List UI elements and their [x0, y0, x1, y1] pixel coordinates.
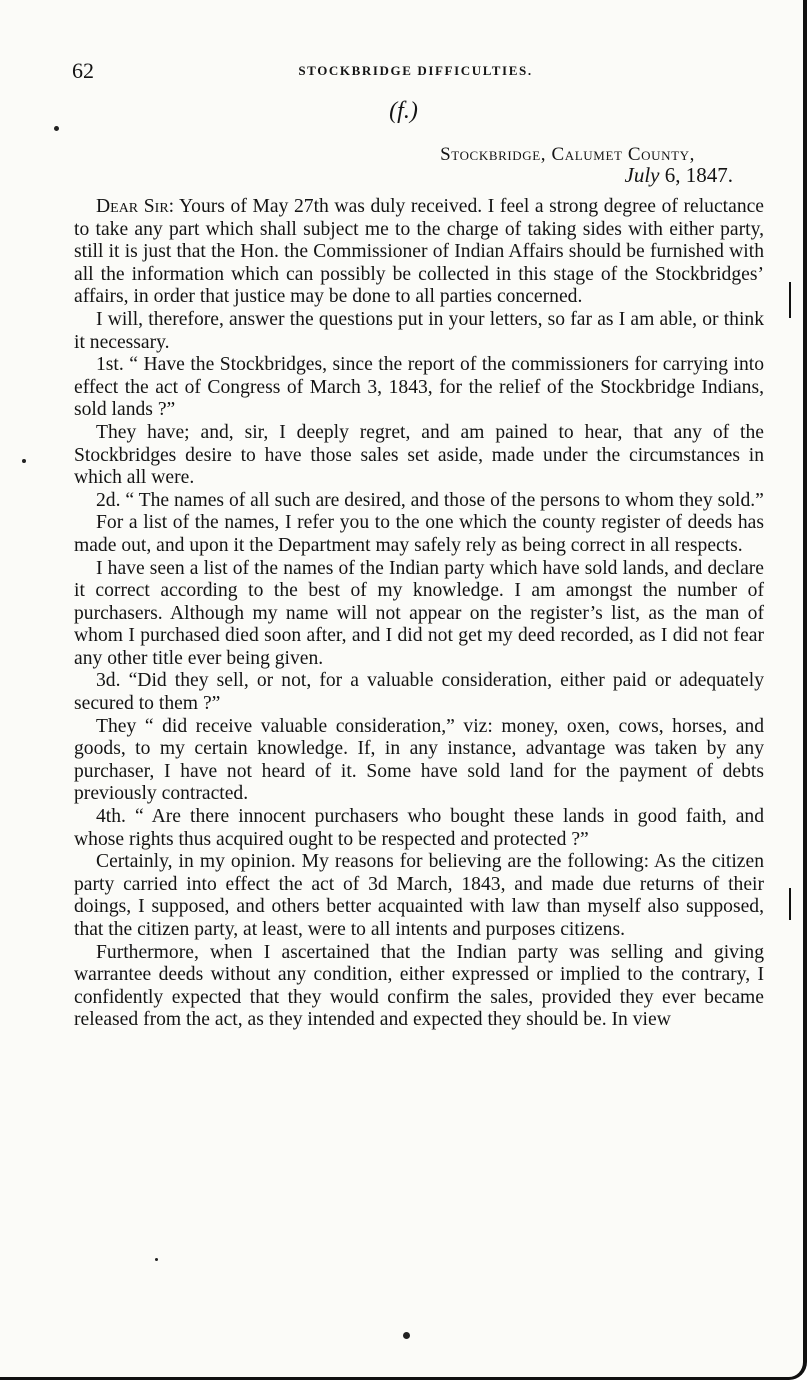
paragraph-opening [74, 196, 764, 309]
page-number: 62 [72, 58, 94, 83]
paragraph: For a list of the names, I refer you to the one which the county register of deeds has made out, and upon it the Department may safely rely as being correct in all respects. [74, 512, 764, 556]
ink-speck [54, 126, 59, 131]
dateline-day-year: 6, 1847. [659, 163, 733, 187]
ink-speck [403, 1332, 410, 1339]
dateline-month: July [624, 163, 660, 187]
question-paragraph: 1st. “ Have the Stockbridges, since the report of the commissioners for carrying into effect the act of Congress of March 3, 1843, for the relief of the Stockbridge Indians, sold lands ?” [74, 354, 764, 421]
section-mark-text: (f.) [389, 98, 418, 124]
question-paragraph: 2d. “ The names of all such are desired, and those of the persons to whom they sold.” [96, 489, 764, 511]
paragraph: Furthermore, when I ascertained that the Indian party was selling and giving warrantee deeds without any condition, either expressed or implied to the contrary, I confidently expected that they would confirm the sales, provided they ever became released from the act, as they intended and expected they should be. In view [74, 941, 764, 1031]
dateline-date [625, 163, 733, 188]
section-mark [0, 98, 807, 125]
running-title: STOCKBRIDGE DIFFICULTIES. [298, 63, 533, 78]
ink-speck [22, 459, 26, 463]
page-header [72, 58, 759, 82]
letter-body [74, 196, 764, 1032]
paragraph: I will, therefore, answer the questions put in your letters, so far as I am able, or think it necessary. [74, 308, 764, 353]
paragraph: They have; and, sir, I deeply regret, and am pained to hear, that any of the Stockbridges desire to have those sales set aside, made under the circumstances in which all were. [74, 421, 764, 489]
salutation: Dear Sir: [96, 196, 175, 217]
paragraph: Certainly, in my opinion. My reasons for believing are the following: As the citizen party carried into effect the act of 3d March, 1843, and made due returns of their doings, I supposed, and others better acquainted with law than myself also supposed, that the citizen party, at least, were to all intents and purposes citizens. [74, 851, 764, 940]
paragraph-text: Yours of May 27th was duly received. I feel a strong degree of reluctance to take any part which shall subject me to the charge of taking sides with either party, still it is just that the Hon. the Commissioner of Indian Affairs should be furnished with all the information which can possibly be collected in this stage of the Stockbridges’ affairs, in order that justice may be done to all parties concerned. [74, 196, 765, 308]
paragraph: They “ did receive valuable consideration,” viz: money, oxen, cows, horses, and goods, to my certain knowledge. If, in any instance, advantage was taken by any purchaser, I have not heard of it. Some have sold land for the payment of debts previously contracted. [74, 715, 764, 805]
question-paragraph: 4th. “ Are there innocent purchasers who bought these lands in good faith, and whose rights thus acquired ought to be respected and protected ?” [74, 806, 764, 850]
ink-speck [155, 1258, 158, 1261]
dateline-place: Stockbridge, Calumet County, [440, 144, 695, 165]
margin-line-mark [789, 888, 791, 920]
margin-line-mark [789, 282, 791, 318]
paragraph: I have seen a list of the names of the Indian party which have sold lands, and declare it correct according to the best of my knowledge. I am amongst the number of purchasers. Although my name will not appear on the register’s list, as the man of whom I purchased died soon after, and I did not get my deed recorded, as I did not fear any other title ever being given. [74, 557, 764, 669]
question-paragraph: 3d. “Did they sell, or not, for a valuable consideration, either paid or adequately secured to them ?” [74, 670, 764, 715]
